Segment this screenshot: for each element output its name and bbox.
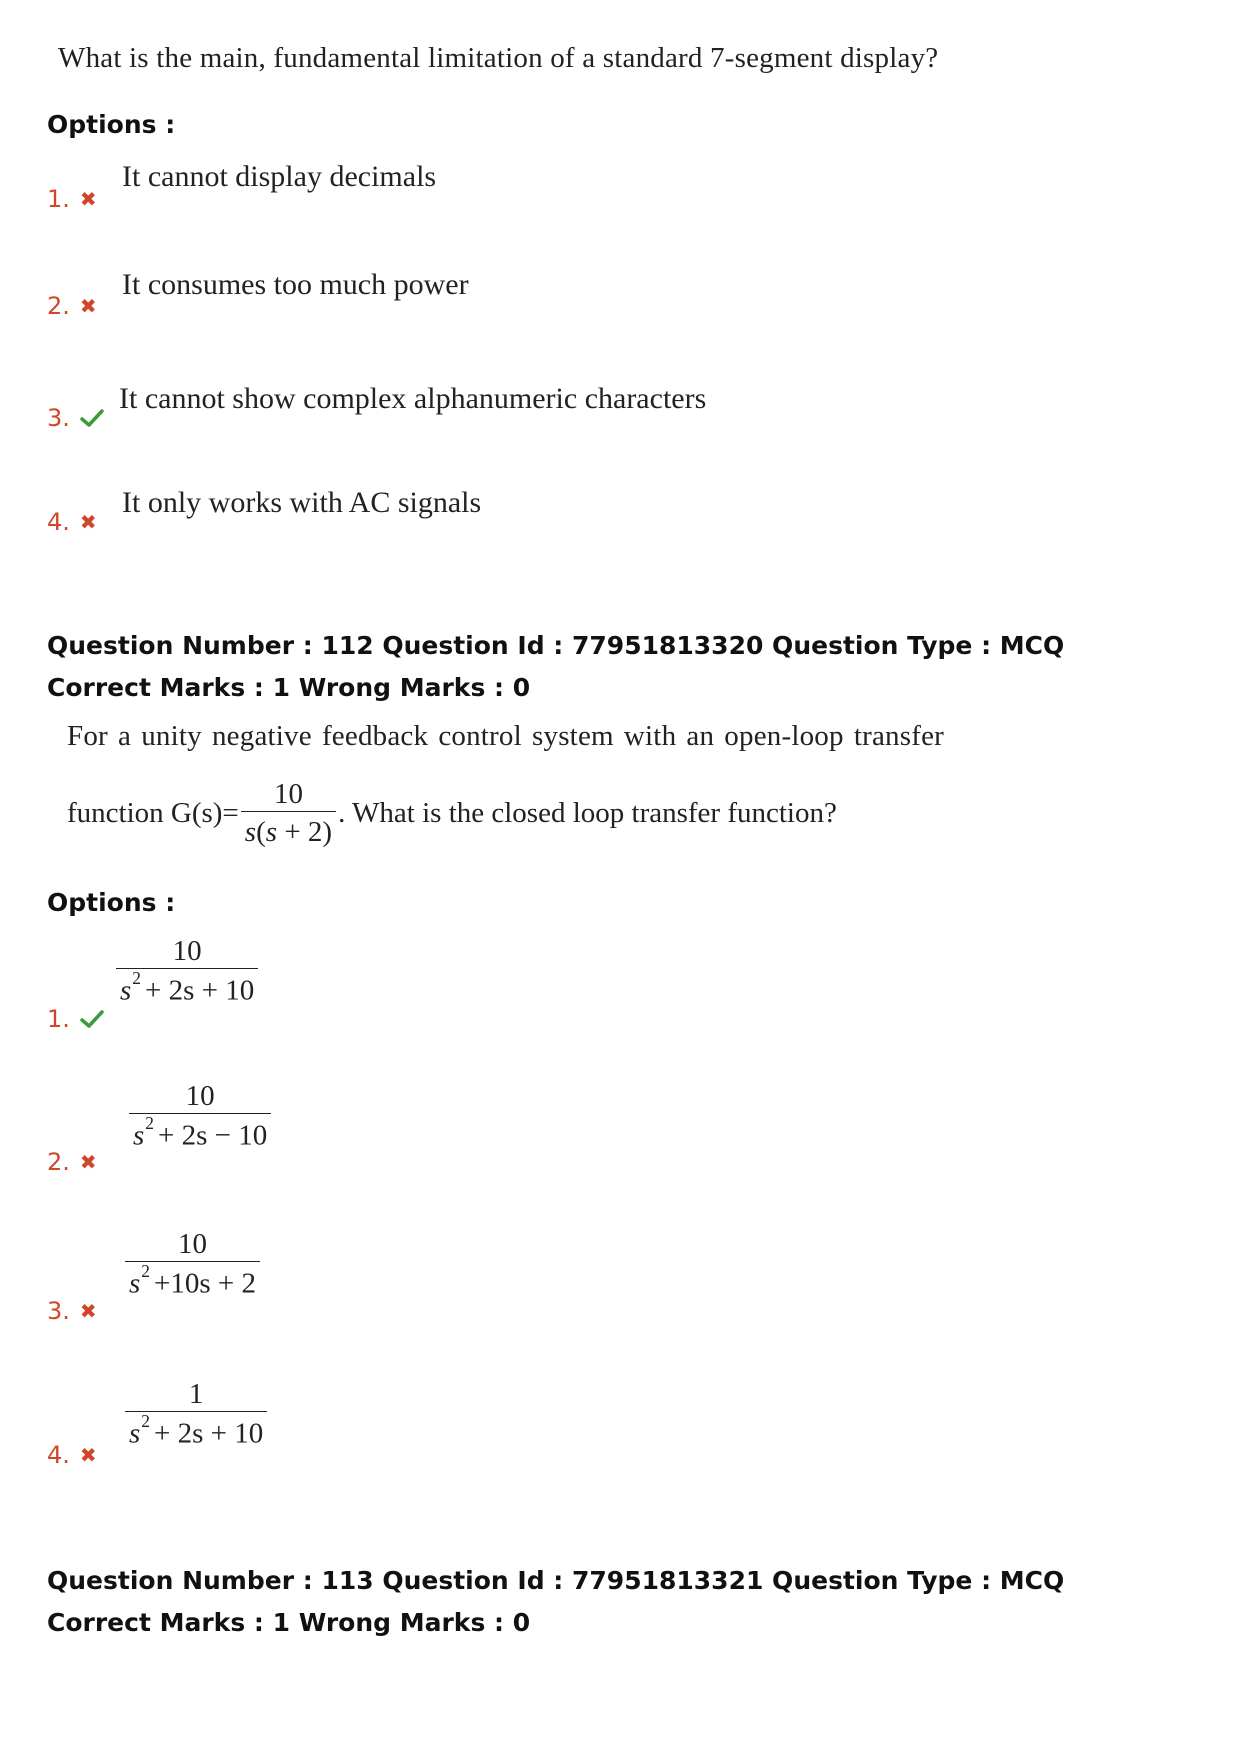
option-formula <box>125 1228 260 1301</box>
den-var: s <box>244 816 257 849</box>
options-heading: Options : <box>47 110 176 139</box>
option-text: It consumes too much power <box>122 268 469 301</box>
fraction-denominator <box>125 1261 260 1301</box>
cross-icon: ✖ <box>79 187 97 211</box>
option-number-2 <box>47 292 97 320</box>
den-exponent: 2 <box>132 968 141 989</box>
marks-meta: Correct Marks : 1 Wrong Marks : 0 <box>47 673 531 702</box>
option-number-3 <box>47 404 104 432</box>
option-number-label: 4. <box>47 508 70 536</box>
question-meta: Question Number : 112 Question Id : 77951813320 Question Type : MCQ <box>47 631 1065 660</box>
fraction-denominator <box>116 968 258 1008</box>
fraction-numerator: 10 <box>185 1080 215 1112</box>
option-number-label: 1. <box>47 1005 70 1033</box>
option-number-label: 2. <box>47 292 70 320</box>
den-rest: +10s + 2 <box>154 1268 256 1300</box>
den-var: s <box>120 975 132 1007</box>
fraction-denominator <box>129 1113 271 1153</box>
den-var: s <box>129 1268 141 1300</box>
fraction-numerator: 1 <box>188 1378 204 1410</box>
question-112-line-2 <box>67 778 837 850</box>
check-icon <box>80 1009 104 1029</box>
option-number-2 <box>47 1148 97 1176</box>
check-icon <box>80 408 104 428</box>
fraction-numerator: 10 <box>273 778 303 810</box>
option-number-label: 1. <box>47 185 70 213</box>
den-exponent: 2 <box>141 1261 150 1282</box>
option-number-4 <box>47 508 97 536</box>
den-rest: + 2) <box>277 816 333 849</box>
question-meta: Question Number : 113 Question Id : 77951813321 Question Type : MCQ <box>47 1566 1065 1595</box>
option-text: It only works with AC signals <box>122 486 482 519</box>
option-number-4 <box>47 1441 97 1469</box>
den-var: s <box>129 1418 141 1450</box>
fraction-numerator: 10 <box>178 1228 207 1260</box>
option-formula <box>116 935 258 1008</box>
den-exponent: 2 <box>145 1113 154 1134</box>
den-paren: ( <box>256 816 266 849</box>
fraction-denominator <box>241 811 336 849</box>
den-rest: + 2s − 10 <box>158 1120 268 1152</box>
den-var: s <box>265 816 278 849</box>
option-number-label: 2. <box>47 1148 70 1176</box>
option-number-label: 3. <box>47 1297 70 1325</box>
question-111-text: What is the main, fundamental limitation of a standard 7-segment display? <box>58 42 939 74</box>
cross-icon: ✖ <box>79 1443 97 1467</box>
transfer-function-fraction <box>241 778 336 850</box>
cross-icon: ✖ <box>79 510 97 534</box>
option-text: It cannot display decimals <box>122 160 437 193</box>
cross-icon: ✖ <box>79 1150 97 1174</box>
line-suffix: . What is the closed loop transfer function? <box>338 797 837 830</box>
marks-meta: Correct Marks : 1 Wrong Marks : 0 <box>47 1608 531 1637</box>
den-var: s <box>133 1120 145 1152</box>
fraction-denominator <box>125 1411 267 1451</box>
option-number-3 <box>47 1297 97 1325</box>
option-number-1 <box>47 1005 104 1033</box>
option-formula <box>129 1080 271 1153</box>
option-formula <box>125 1378 267 1451</box>
den-rest: + 2s + 10 <box>145 975 255 1007</box>
cross-icon: ✖ <box>79 294 97 318</box>
cross-icon: ✖ <box>79 1299 97 1323</box>
den-rest: + 2s + 10 <box>154 1418 264 1450</box>
option-number-1 <box>47 185 97 213</box>
options-heading: Options : <box>47 888 176 917</box>
option-number-label: 4. <box>47 1441 70 1469</box>
option-number-label: 3. <box>47 404 70 432</box>
fraction-numerator: 10 <box>172 935 202 967</box>
question-112-line-1: For a unity negative feedback control system with an open-loop transfer <box>67 720 944 752</box>
line-prefix: function G(s)= <box>67 797 239 830</box>
option-text: It cannot show complex alphanumeric characters <box>119 382 707 415</box>
den-exponent: 2 <box>141 1411 150 1432</box>
